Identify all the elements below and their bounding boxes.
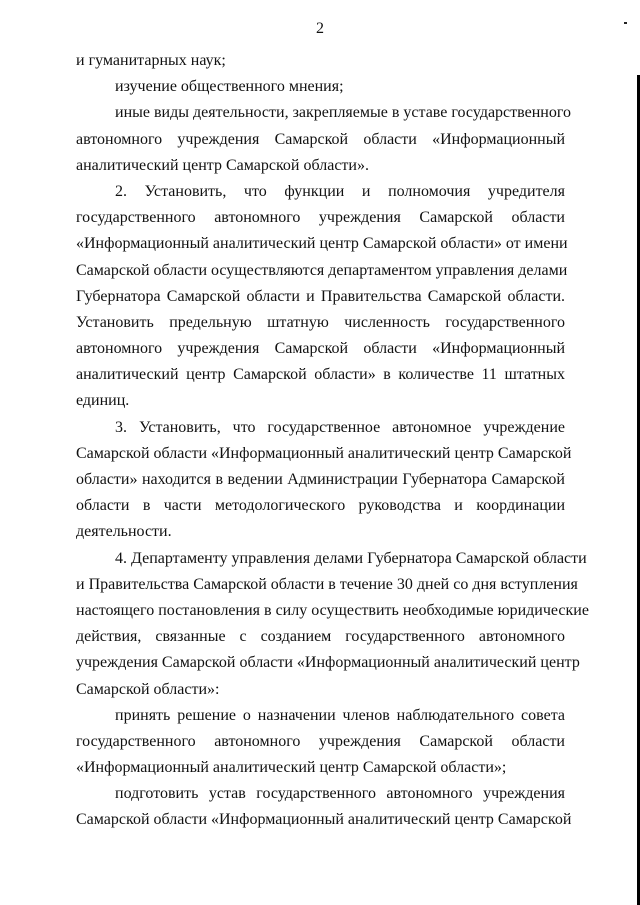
text-line: Губернатора Самарской области и Правительства Самарской области. (76, 287, 565, 305)
text-line: изучение общественного мнения; (115, 78, 344, 96)
text-line: действия, связанные с созданием государственного автономного (76, 628, 565, 646)
text-line: единиц. (76, 392, 130, 410)
text-line: автономного учреждения Самарской области «Информационный (76, 340, 565, 358)
text-line: деятельности. (76, 523, 172, 541)
text-line: «Информационный аналитический центр Самарской области»; (76, 759, 507, 777)
text-line: и гуманитарных наук; (76, 52, 226, 69)
text-line: учреждения Самарской области «Информационный аналитический центр (76, 654, 580, 672)
page-number: 2 (316, 20, 324, 37)
text-line: принять решение о назначении членов наблюдательного совета (115, 706, 565, 724)
text-line: Самарской области осуществляются департаментом управления делами (76, 261, 568, 279)
text-line: аналитический центр Самарской области». (76, 156, 369, 174)
text-line: области» находится в ведении Администрации Губернатора Самарской (76, 471, 565, 488)
text-line: Самарской области «Информационный аналитический центр Самарской (76, 444, 572, 462)
text-line: и Правительства Самарской области в течение 30 дней со дня вступления (76, 575, 578, 593)
text-line: автономного учреждения Самарской области «Информационный (76, 130, 565, 148)
text-line: Самарской области»: (76, 680, 220, 698)
text-line: иные виды деятельности, закрепляемые в уставе государственного (115, 104, 571, 122)
text-line: 3. Установить, что государственное автономное учреждение (115, 418, 565, 436)
text-line: подготовить устав государственного автономного учреждения (115, 785, 565, 803)
text-line: государственного автономного учреждения Самарской области (76, 732, 565, 750)
text-line: настоящего постановления в силу осуществить необходимые юридические (76, 601, 589, 619)
text-line: Установить предельную штатную численность государственного (76, 313, 565, 331)
text-line: «Информационный аналитический центр Самарской области» от имени (76, 235, 568, 253)
text-line: области в части методологического руководства и координации (76, 497, 565, 515)
text-line: 4. Департаменту управления делами Губернатора Самарской области (115, 549, 587, 567)
text-line: Самарской области «Информационный аналитический центр Самарской (76, 811, 572, 829)
document-body (76, 48, 589, 834)
text-line: аналитический центр Самарской области» в количестве 11 штатных (76, 366, 565, 384)
text-line: 2. Установить, что функции и полномочия учредителя (115, 182, 565, 200)
text-line: государственного автономного учреждения Самарской области (76, 209, 565, 227)
